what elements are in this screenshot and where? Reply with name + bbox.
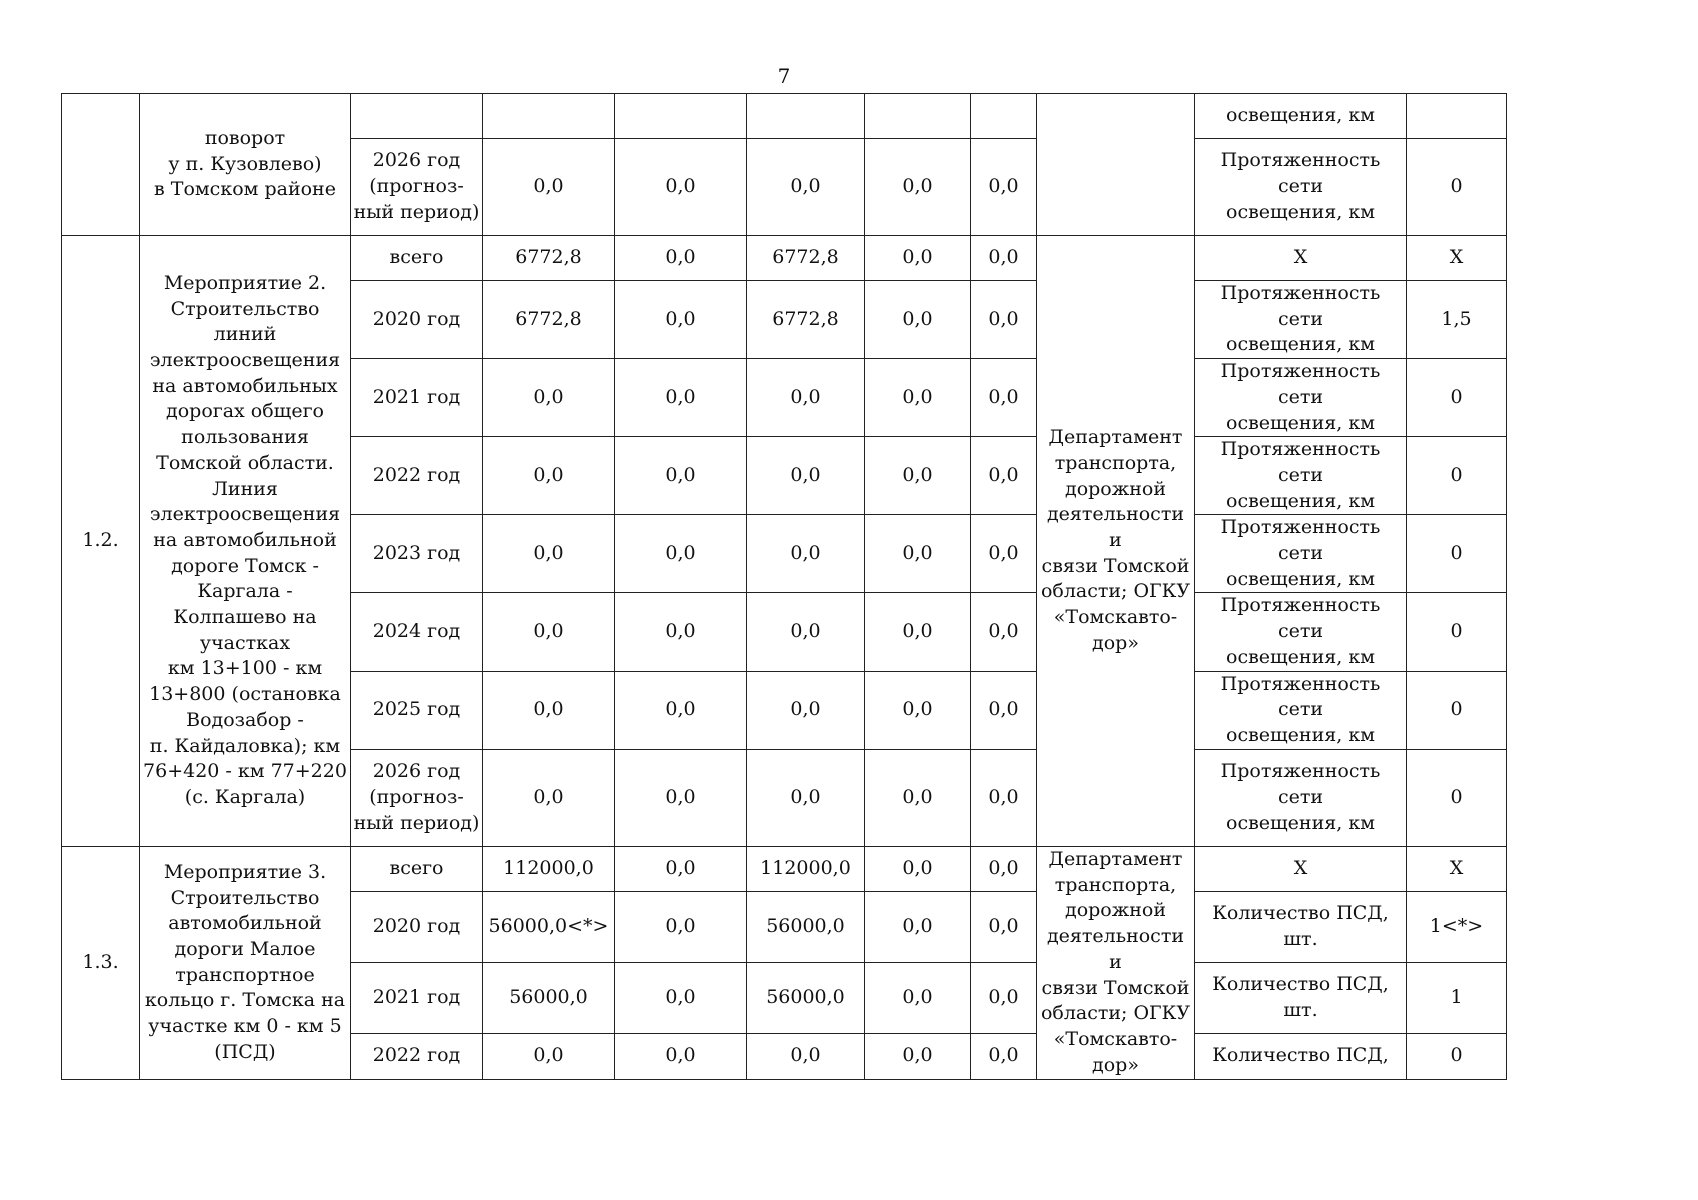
amount-cell: 0,0 — [865, 671, 971, 749]
indicator-name-cell: Протяженность сети освещения, км — [1195, 593, 1407, 671]
amount-cell: 0,0 — [747, 593, 865, 671]
period-cell: 2022 год — [351, 1033, 483, 1079]
amount-cell: 56000,0 — [483, 962, 615, 1033]
amount-cell: 0,0 — [483, 359, 615, 437]
amount-cell: 56000,0 — [747, 962, 865, 1033]
indicator-name-cell: Протяженность сети освещения, км — [1195, 139, 1407, 236]
period-cell: 2020 год — [351, 281, 483, 359]
indicator-name-cell: Х — [1195, 846, 1407, 891]
amount-cell: 0,0 — [747, 749, 865, 846]
table-row — [62, 236, 1507, 281]
table-row — [62, 846, 1507, 891]
table-row — [62, 94, 1507, 139]
indicator-value-cell: 0 — [1407, 437, 1507, 515]
period-cell: всего — [351, 846, 483, 891]
period-cell: 2024 год — [351, 593, 483, 671]
amount-cell: 0,0 — [865, 515, 971, 593]
amount-cell: 0,0 — [971, 139, 1037, 236]
amount-cell — [615, 94, 747, 139]
indicator-name-cell: Протяженность сети освещения, км — [1195, 359, 1407, 437]
indicator-value-cell: 1 — [1407, 962, 1507, 1033]
amount-cell: 6772,8 — [747, 236, 865, 281]
amount-cell — [483, 94, 615, 139]
amount-cell: 0,0 — [971, 281, 1037, 359]
indicator-value-cell: 0 — [1407, 1033, 1507, 1079]
amount-cell: 0,0 — [483, 1033, 615, 1079]
amount-cell: 0,0 — [615, 891, 747, 962]
indicator-value-cell: 0 — [1407, 139, 1507, 236]
amount-cell: 0,0 — [865, 891, 971, 962]
amount-cell: 0,0 — [865, 359, 971, 437]
amount-cell: 0,0 — [865, 962, 971, 1033]
amount-cell: 0,0 — [971, 437, 1037, 515]
period-cell: всего — [351, 236, 483, 281]
item-number-cell: 1.2. — [62, 236, 140, 847]
period-cell — [351, 94, 483, 139]
indicator-value-cell — [1407, 94, 1507, 139]
period-cell: 2026 год (прогноз- ный период) — [351, 139, 483, 236]
amount-cell: 6772,8 — [747, 281, 865, 359]
item-number-cell: 1.3. — [62, 846, 140, 1079]
period-cell: 2023 год — [351, 515, 483, 593]
amount-cell: 0,0 — [747, 359, 865, 437]
indicator-value-cell: 0 — [1407, 671, 1507, 749]
amount-cell: 0,0 — [747, 1033, 865, 1079]
item-name-cell: Мероприятие 3. Строительство автомобильной дороги Малое транспортное кольцо г. Томска на участке км 0 - км 5 (ПСД) — [140, 846, 351, 1079]
amount-cell: 0,0 — [971, 846, 1037, 891]
indicator-value-cell: Х — [1407, 846, 1507, 891]
amount-cell: 112000,0 — [483, 846, 615, 891]
indicator-name-cell: Протяженность сети освещения, км — [1195, 515, 1407, 593]
amount-cell — [865, 94, 971, 139]
amount-cell — [747, 94, 865, 139]
amount-cell: 56000,0 — [747, 891, 865, 962]
program-table — [61, 93, 1507, 1080]
amount-cell: 0,0 — [483, 749, 615, 846]
amount-cell: 0,0 — [483, 671, 615, 749]
indicator-value-cell: Х — [1407, 236, 1507, 281]
indicator-value-cell: 0 — [1407, 515, 1507, 593]
amount-cell: 0,0 — [865, 236, 971, 281]
amount-cell: 0,0 — [971, 593, 1037, 671]
amount-cell: 0,0 — [747, 671, 865, 749]
amount-cell: 0,0 — [971, 1033, 1037, 1079]
executor-cell: Департамент транспорта, дорожной деятельности и связи Томской области; ОГКУ «Томскавто- дор» — [1037, 846, 1195, 1079]
indicator-value-cell: 0 — [1407, 359, 1507, 437]
amount-cell: 0,0 — [615, 593, 747, 671]
amount-cell: 56000,0<*> — [483, 891, 615, 962]
amount-cell: 0,0 — [483, 515, 615, 593]
period-cell: 2021 год — [351, 962, 483, 1033]
amount-cell: 0,0 — [865, 139, 971, 236]
amount-cell: 0,0 — [971, 891, 1037, 962]
amount-cell: 0,0 — [971, 749, 1037, 846]
executor-cell: Департамент транспорта, дорожной деятельности и связи Томской области; ОГКУ «Томскавто- дор» — [1037, 236, 1195, 847]
period-cell: 2022 год — [351, 437, 483, 515]
indicator-value-cell: 1,5 — [1407, 281, 1507, 359]
amount-cell: 0,0 — [747, 515, 865, 593]
amount-cell: 0,0 — [865, 437, 971, 515]
amount-cell: 6772,8 — [483, 236, 615, 281]
amount-cell: 0,0 — [865, 1033, 971, 1079]
indicator-name-cell: Протяженность сети освещения, км — [1195, 671, 1407, 749]
period-cell: 2021 год — [351, 359, 483, 437]
amount-cell: 0,0 — [483, 139, 615, 236]
item-name-cell: Мероприятие 2. Строительство линий электроосвещения на автомобильных дорогах общего пользования Томской области. Линия электроосвещения на автомобильной дороге Томск - Каргала - Колпашево на участках км 13+100 - км 13+800 (остановка Водозабор - п. Кайдаловка); км 76+420 - км 77+220 (с. Каргала) — [140, 236, 351, 847]
amount-cell: 0,0 — [615, 281, 747, 359]
amount-cell: 0,0 — [971, 671, 1037, 749]
amount-cell: 6772,8 — [483, 281, 615, 359]
amount-cell: 0,0 — [971, 962, 1037, 1033]
amount-cell: 0,0 — [865, 593, 971, 671]
amount-cell: 0,0 — [615, 749, 747, 846]
period-cell: 2020 год — [351, 891, 483, 962]
amount-cell: 0,0 — [615, 962, 747, 1033]
amount-cell: 0,0 — [483, 437, 615, 515]
period-cell: 2025 год — [351, 671, 483, 749]
amount-cell — [971, 94, 1037, 139]
amount-cell: 0,0 — [865, 281, 971, 359]
amount-cell: 0,0 — [615, 671, 747, 749]
indicator-name-cell: Х — [1195, 236, 1407, 281]
amount-cell: 0,0 — [971, 515, 1037, 593]
amount-cell: 0,0 — [615, 515, 747, 593]
amount-cell: 0,0 — [747, 139, 865, 236]
indicator-name-cell: Протяженность сети освещения, км — [1195, 749, 1407, 846]
indicator-name-cell: Протяженность сети освещения, км — [1195, 437, 1407, 515]
indicator-name-cell: освещения, км — [1195, 94, 1407, 139]
indicator-name-cell: Количество ПСД, — [1195, 1033, 1407, 1079]
page-number: 7 — [777, 64, 791, 88]
indicator-name-cell: Количество ПСД, шт. — [1195, 962, 1407, 1033]
executor-cell — [1037, 94, 1195, 236]
item-number-cell — [62, 94, 140, 236]
indicator-value-cell: 0 — [1407, 593, 1507, 671]
amount-cell: 0,0 — [865, 846, 971, 891]
indicator-value-cell: 1<*> — [1407, 891, 1507, 962]
indicator-value-cell: 0 — [1407, 749, 1507, 846]
amount-cell: 0,0 — [865, 749, 971, 846]
indicator-name-cell: Протяженность сети освещения, км — [1195, 281, 1407, 359]
amount-cell: 0,0 — [615, 359, 747, 437]
amount-cell: 0,0 — [971, 359, 1037, 437]
amount-cell: 0,0 — [615, 1033, 747, 1079]
amount-cell: 0,0 — [971, 236, 1037, 281]
amount-cell: 0,0 — [615, 139, 747, 236]
indicator-name-cell: Количество ПСД, шт. — [1195, 891, 1407, 962]
amount-cell: 0,0 — [615, 236, 747, 281]
amount-cell: 0,0 — [747, 437, 865, 515]
amount-cell: 0,0 — [615, 437, 747, 515]
amount-cell: 0,0 — [615, 846, 747, 891]
amount-cell: 112000,0 — [747, 846, 865, 891]
period-cell: 2026 год (прогноз- ный период) — [351, 749, 483, 846]
item-name-cell: поворот у п. Кузовлево) в Томском районе — [140, 94, 351, 236]
amount-cell: 0,0 — [483, 593, 615, 671]
